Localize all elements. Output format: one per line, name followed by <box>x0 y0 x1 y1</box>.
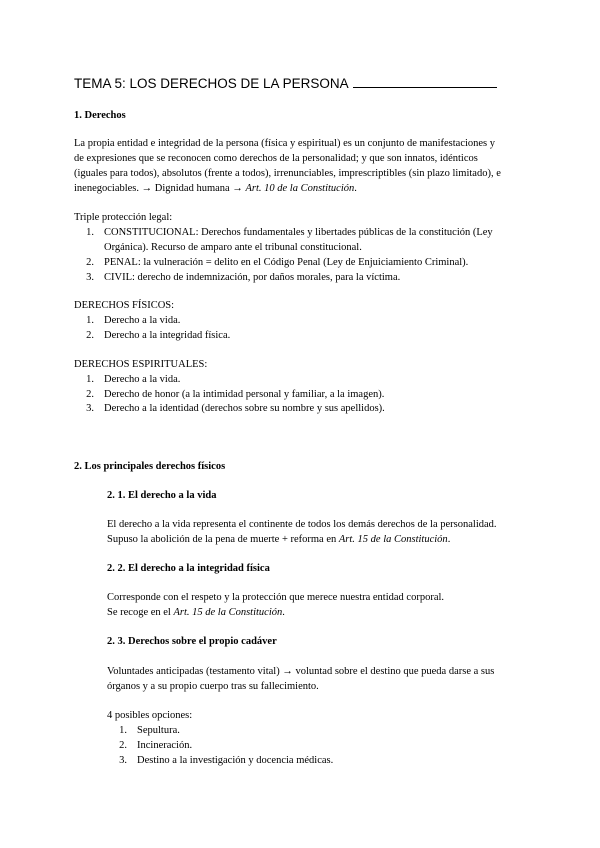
subsection-2-3-line-2: órganos y a su propio cuerpo tras su fallecimiento. <box>107 681 319 692</box>
list-item <box>74 256 468 271</box>
list-number: 2. <box>86 389 94 400</box>
subsection-2-1-heading: 2. 1. El derecho a la vida <box>107 490 217 501</box>
list-number: 2. <box>119 740 127 751</box>
subsection-2-1-line-2 <box>107 533 450 548</box>
list-item-text: Derecho de honor (a la intimidad personal y familiar, a la imagen). <box>104 389 385 400</box>
subsection-2-3-line-1: Voluntades anticipadas (testamento vital) → voluntad sobre el destino que pueda darse a sus <box>107 666 495 677</box>
page-title-text: TEMA 5: LOS DERECHOS DE LA PERSONA <box>74 76 349 91</box>
intro-line-4 <box>74 182 357 197</box>
list-item <box>74 373 180 388</box>
list-item-text: Derecho a la vida. <box>104 315 181 326</box>
subsection-2-2-text: Se recoge en el <box>107 607 171 618</box>
subsection-2-3-heading: 2. 3. Derechos sobre el propio cadáver <box>107 636 277 647</box>
constitution-reference: Art. 10 de la Constitución <box>245 183 355 194</box>
list-item <box>107 739 192 754</box>
list-item <box>74 388 384 403</box>
list-number: 2. <box>86 330 94 341</box>
intro-line-3: (iguales para todos), absolutos (frente a todos), irrenunciables, imprescriptibles (sin plazo limitado), e <box>74 168 501 179</box>
subsection-2-2-line-2 <box>107 606 285 621</box>
section-2-heading: 2. Los principales derechos físicos <box>74 461 226 472</box>
page-title <box>74 75 497 92</box>
intro-line-4-end: . <box>354 183 357 194</box>
list-number: 3. <box>119 755 127 766</box>
options-label: 4 posibles opciones: <box>107 710 193 721</box>
list-number: 1. <box>119 725 127 736</box>
list-number: 1. <box>86 227 94 238</box>
list-number: 1. <box>86 374 94 385</box>
title-underline <box>353 75 497 88</box>
list-item <box>74 329 230 344</box>
triple-protection-label: Triple protección legal: <box>74 212 173 223</box>
list-number: 3. <box>86 272 94 283</box>
subsection-2-2-line-1: Corresponde con el respeto y la protección que merece nuestra entidad corporal. <box>107 592 445 603</box>
list-item <box>107 724 180 739</box>
list-item <box>74 226 493 241</box>
list-item <box>107 754 333 769</box>
list-item <box>74 402 385 417</box>
list-item-continuation: Orgánica). Recurso de amparo ante el tribunal constitucional. <box>104 242 362 253</box>
intro-line-2: de expresiones que se reconocen como derechos de la personalidad; y que son innatos, idénticos <box>74 153 478 164</box>
list-item-text: CONSTITUCIONAL: Derechos fundamentales y libertades públicas de la constitución (Ley <box>104 227 493 238</box>
list-item-text: Destino a la investigación y docencia médicas. <box>137 755 334 766</box>
physical-rights-label: DERECHOS FÍSICOS: <box>74 300 175 311</box>
list-item-text: Sepultura. <box>137 725 180 736</box>
list-number: 1. <box>86 315 94 326</box>
list-number: 3. <box>86 403 94 414</box>
list-item-text: Derecho a la integridad física. <box>104 330 231 341</box>
list-item-text: Derecho a la identidad (derechos sobre su nombre y sus apellidos). <box>104 403 385 414</box>
subsection-2-2-heading: 2. 2. El derecho a la integridad física <box>107 563 270 574</box>
list-item-text: CIVIL: derecho de indemnización, por daños morales, para la víctima. <box>104 272 401 283</box>
intro-line-4-text: inenegociables. → Dignidad humana → <box>74 183 243 194</box>
subsection-2-2-end: . <box>282 607 285 618</box>
list-item <box>74 314 180 329</box>
list-number: 2. <box>86 257 94 268</box>
intro-line-1: La propia entidad e integridad de la persona (física y espiritual) es un conjunto de manifestaciones y <box>74 138 496 149</box>
subsection-2-1-line-1: El derecho a la vida representa el continente de todos los demás derechos de la personalidad. <box>107 519 497 530</box>
subsection-2-1-text: Supuso la abolición de la pena de muerte + reforma en <box>107 534 337 545</box>
constitution-reference: Art. 15 de la Constitución <box>173 607 283 618</box>
list-item-text: Derecho a la vida. <box>104 374 181 385</box>
section-1-heading: 1. Derechos <box>74 110 126 121</box>
list-item-text: PENAL: la vulneración = delito en el Código Penal (Ley de Enjuiciamiento Criminal). <box>104 257 469 268</box>
list-item-text: Incineración. <box>137 740 193 751</box>
spiritual-rights-label: DERECHOS ESPIRITUALES: <box>74 359 208 370</box>
constitution-reference: Art. 15 de la Constitución <box>338 534 448 545</box>
subsection-2-1-end: . <box>447 534 451 545</box>
list-item <box>74 271 400 286</box>
